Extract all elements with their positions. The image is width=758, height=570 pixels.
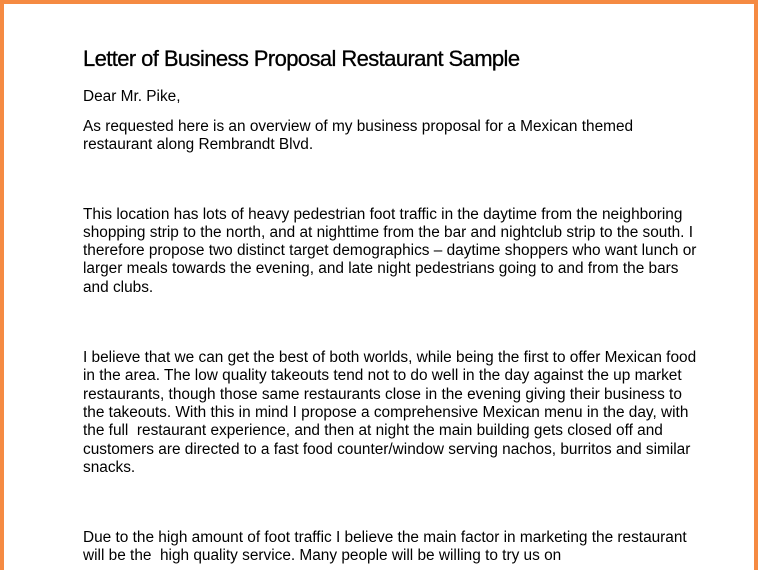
paragraph-overview: As requested here is an overview of my business proposal for a Mexican themed restaurant along Rembrandt Blvd.	[83, 118, 638, 154]
document-title: Letter of Business Proposal Restaurant Sample	[83, 46, 520, 71]
paragraph-concept: I believe that we can get the best of both worlds, while being the first to offer Mexican food in the area. The low quality takeouts tend not to do well in the day against the up market restaurants, though those same restaurants close in the evening giving their business to the takeouts. With this in mind I propose a comprehensive Mexican menu in the day, with the full restaurant experience, and then at night the main building gets closed off and customers are directed to a fast food counter/window serving nachos, burritos and similar snacks.	[83, 349, 701, 476]
letter-body	[83, 45, 703, 566]
salutation: Dear Mr. Pike,	[83, 88, 181, 105]
paragraph-marketing: Due to the high amount of foot traffic I believe the main factor in marketing the restaurant will be the high quality service. Many people will be willing to try us on	[83, 529, 691, 565]
paragraph-location: This location has lots of heavy pedestrian foot traffic in the daytime from the neighboring shopping strip to the north, and at nighttime from the bar and nightclub strip to the south. I therefore propose two distinct target demographics – daytime shoppers who want lunch or larger meals towards the evening, and late night pedestrians going to and from the bars and clubs.	[83, 205, 701, 296]
